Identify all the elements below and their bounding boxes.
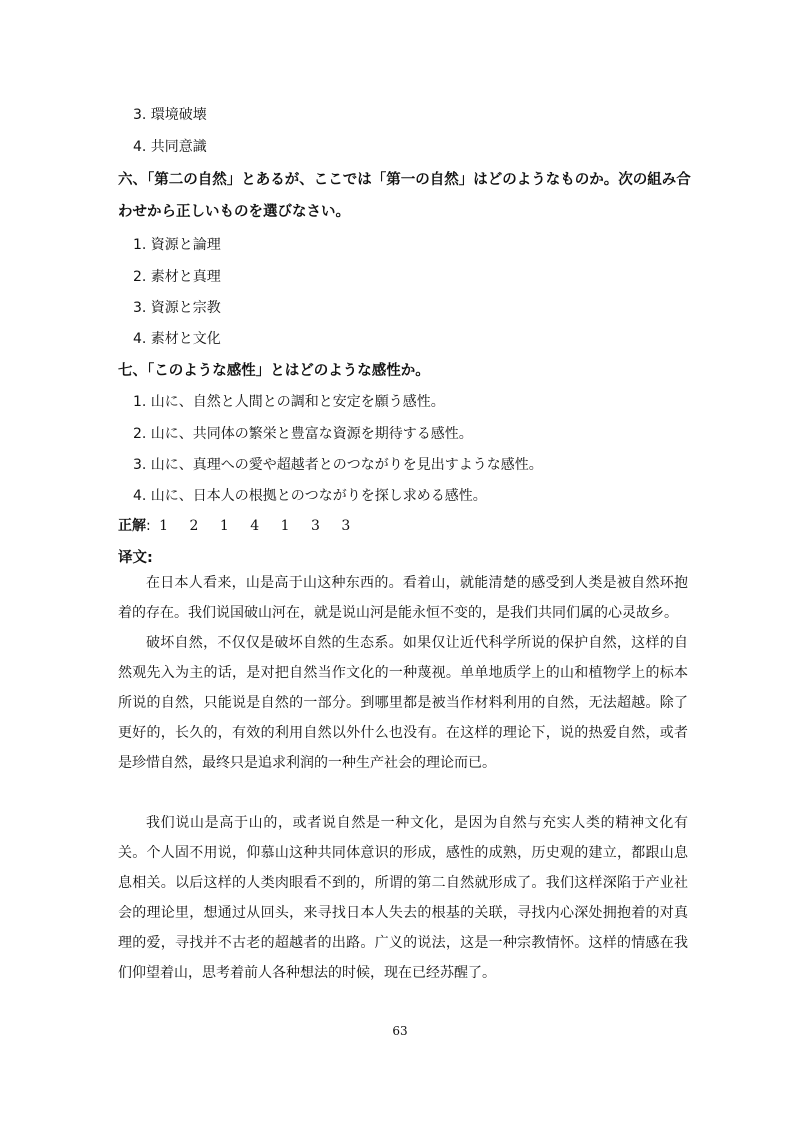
answer-value-6: 3 (311, 518, 320, 534)
translation-paragraph-2: 破坏自然，不仅仅是破坏自然的生态系。如果仅让近代科学所说的保护自然，这样的自然观先入为主的话，是对把自然当作文化的一种蔑视。单单地质学上的山和植物学上的标本所说的自然，只能说是自然的一部分。到哪里都是被当作材料利用的自然，无法超越。除了更好的，长久的，有效的利用自然以外什么也没有。在这样的理论下，说的热爱自然，或者是珍惜自然，最终只是追求利润的一种生产社会的理论而已。 (118, 635, 688, 771)
translation-title: 译文: (118, 550, 153, 566)
answer-value-5: 1 (280, 518, 290, 534)
option-q5-3: 3. 環境破壊 (133, 107, 207, 123)
answer-separator: : (146, 518, 151, 534)
answer-value-3: 1 (219, 518, 229, 534)
option-q6-3: 3. 資源と宗教 (133, 300, 221, 316)
option-q7-2: 2. 山に、共同体の繁栄と豊富な資源を期待する感性。 (133, 426, 473, 442)
translation-paragraph-1: 在日本人看来，山是高于山这种东西的。看着山，就能清楚的感受到人类是被自然环抱着的存在。我们说国破山河在，就是说山河是能永恒不变的，是我们共同们属的心灵故乡。 (118, 575, 688, 621)
option-q7-4: 4. 山に、日本人の根拠とのつながりを探し求める感性。 (133, 488, 487, 504)
answer-value-4: 4 (250, 518, 260, 534)
answer-value-1: 1 (159, 518, 169, 534)
option-q6-1: 1. 資源と論理 (133, 237, 221, 253)
answer-line (118, 515, 367, 535)
option-q6-4: 4. 素材と文化 (133, 331, 221, 347)
question-6-line-1: 六、「第二の自然」とあるが、ここでは「第一の自然」はどのようなものか。次の組み合 (118, 172, 691, 188)
answer-label: 正解 (118, 518, 146, 534)
option-q7-3: 3. 山に、真理への愛や超越者とのつながりを見出すような感性。 (133, 457, 543, 473)
question-6-line-2: わせから正しいものを選びなさい。 (118, 204, 350, 220)
answer-value-7: 3 (341, 518, 351, 534)
question-7-line-1: 七、「このような感性」とはどのような感性か。 (118, 363, 430, 379)
answer-values (159, 518, 367, 534)
answer-value-2: 2 (189, 518, 199, 534)
option-q5-4: 4. 共同意識 (133, 139, 207, 155)
option-q6-2: 2. 素材と真理 (133, 269, 221, 285)
page-number: 63 (392, 1024, 408, 1038)
option-q7-1: 1. 山に、自然と人間との調和と安定を願う感性。 (133, 394, 445, 410)
translation-paragraph-3: 我们说山是高于山的，或者说自然是一种文化，是因为自然与充实人类的精神文化有关。个人固不用说，仰慕山这种共同体意识的形成，感性的成熟，历史观的建立，都跟山息息相关。以后这样的人类肉眼看不到的，所谓的第二自然就形成了。我们这样深陷于产业社会的理论里，想通过从回头，来寻找日本人失去的根基的关联，寻找内心深处拥抱着的对真理的爱，寻找并不古老的超越者的出路。广义的说法，这是一种宗教情怀。这样的情感在我们仰望着山，思考着前人各种想法的时候，现在已经苏醒了。 (118, 815, 688, 981)
